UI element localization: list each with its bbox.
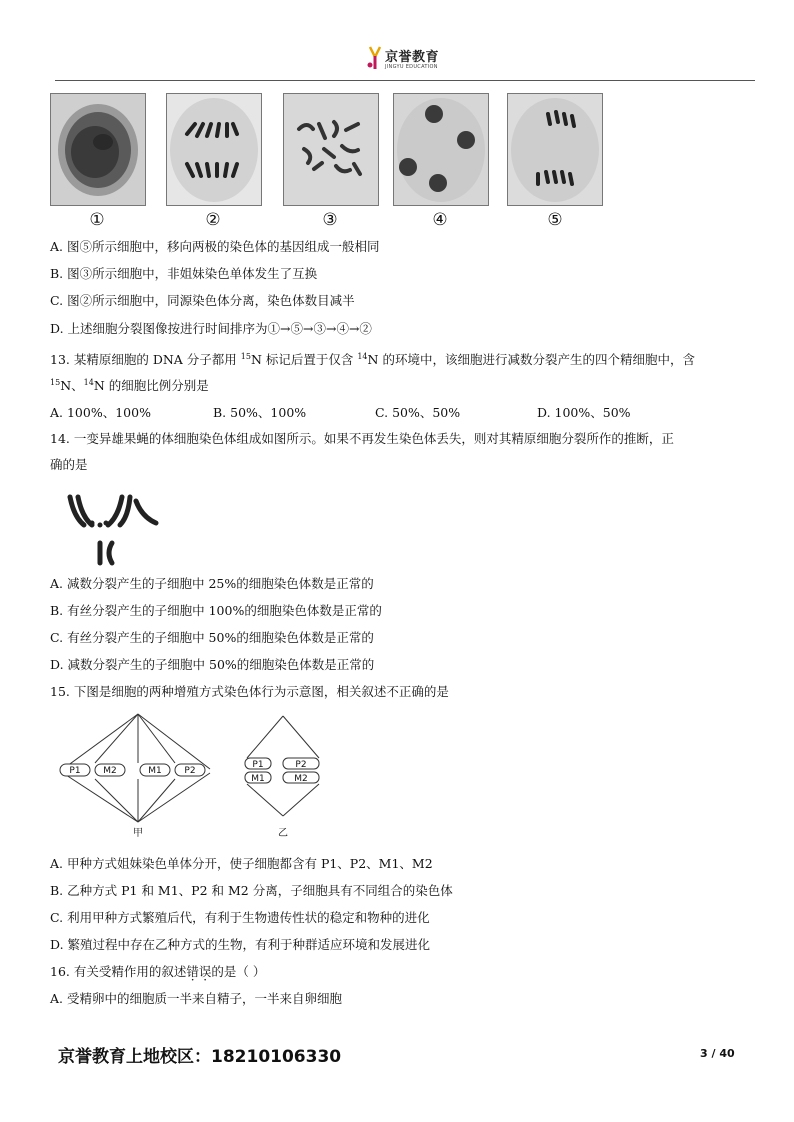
footer-contact: 京誉教育上地校区：18210106330 [58, 1047, 342, 1067]
fig-b-chrom-2: P2 [295, 760, 307, 770]
q15-option-c: C. 利用甲种方式繁殖后代，有利于生物遗传性状的稳定和物种的进化 [50, 910, 430, 925]
fig-a-chrom-4: P2 [184, 766, 196, 776]
q15-option-a: A. 甲种方式姐妹染色单体分开，使子细胞都含有 P1、P2、M1、M2 [50, 856, 433, 871]
figure-label-3: ③ [322, 210, 338, 230]
q14-option-c: C. 有丝分裂产生的子细胞中 50%的细胞染色体数是正常的 [50, 630, 374, 645]
q13-option-c: C. 50%、50% [375, 405, 461, 420]
fig-b-chrom-1: P1 [252, 760, 264, 770]
q12-option-a: A. 图⑤所示细胞中，移向两极的染色体的基因组成一般相同 [50, 239, 380, 254]
q16-stem: 16. 有关受精作用的叙述错误的是（ ） [50, 964, 266, 979]
emphasis-char-2: 误 [198, 964, 212, 979]
q15-option-b: B. 乙种方式 P1 和 M1、P2 和 M2 分离，子细胞具有不同组合的染色体 [50, 883, 453, 898]
micrograph-3 [283, 93, 379, 206]
q12-option-c: C. 图②所示细胞中，同源染色体分离，染色体数目减半 [50, 293, 355, 308]
q12-option-d: D. 上述细胞分裂图像按进行时间排序为①→⑤→③→④→② [50, 321, 372, 336]
figure-label-2: ② [205, 210, 221, 230]
q12-option-b: B. 图③所示细胞中，非姐妹染色单体发生了互换 [50, 266, 318, 281]
q15-stem: 15. 下图是细胞的两种增殖方式染色体行为示意图，相关叙述不正确的是 [50, 684, 449, 699]
fig-b-label: 乙 [278, 828, 288, 839]
q16-option-a: A. 受精卵中的细胞质一半来自精子，一半来自卵细胞 [50, 991, 342, 1006]
logo-subtext: JINGYU EDUCATION [385, 64, 438, 70]
emphasis-char-1: 错 [186, 964, 199, 979]
q15-option-d: D. 繁殖过程中存在乙种方式的生物，有利于种群适应环境和发展进化 [50, 937, 431, 952]
logo-text: 京誉教育 [385, 50, 440, 65]
q13-option-d: D. 100%、50% [537, 405, 631, 420]
micrograph-4 [393, 93, 489, 206]
fig-b-chrom-4: M2 [294, 774, 308, 784]
logo-mark-icon [367, 45, 383, 71]
fig-b-chrom-3: M1 [251, 774, 265, 784]
page-header [55, 40, 755, 81]
fig-a-chrom-1: P1 [69, 766, 81, 776]
q14-option-d: D. 减数分裂产生的子细胞中 50%的细胞染色体数是正常的 [50, 657, 375, 672]
figure-label-5: ⑤ [547, 210, 563, 230]
q13-option-a: A. 100%、100% [50, 405, 151, 420]
page-number: 3 / 40 [700, 1047, 735, 1060]
q14-option-b: B. 有丝分裂产生的子细胞中 100%的细胞染色体数是正常的 [50, 603, 382, 618]
q13-stem-line-2: $^{15}$N、$^{14}$N 的细胞比例分别是 [50, 378, 209, 394]
fig-a-chrom-2: M2 [103, 766, 117, 776]
q13-option-b: B. 50%、100% [213, 405, 307, 420]
q14-stem-line-1: 14. 一变异雄果蝇的体细胞染色体组成如图所示。如果不再发生染色体丢失，则对其精原细胞分裂所作的推断，正 [50, 431, 674, 446]
q14-option-a: A. 减数分裂产生的子细胞中 25%的细胞染色体数是正常的 [50, 576, 374, 591]
logo [367, 42, 487, 78]
q13-stem-line-1: 13. 某精原细胞的 DNA 分子都用 $^{15}$N 标记后置于仅含 $^{14}$N 的环境中，该细胞进行减数分裂产生的四个精细胞中，含 [50, 352, 695, 368]
micrograph-2 [166, 93, 262, 206]
q14-karyotype-figure [60, 487, 160, 567]
fig-a-chrom-3: M1 [148, 766, 162, 776]
figure-label-1: ① [89, 210, 105, 230]
micrograph-5 [507, 93, 603, 206]
q14-stem-line-2: 确的是 [50, 457, 88, 472]
q15-division-diagram [55, 712, 335, 842]
micrograph-1 [50, 93, 146, 206]
fig-a-label: 甲 [133, 828, 143, 839]
figure-label-4: ④ [432, 210, 448, 230]
